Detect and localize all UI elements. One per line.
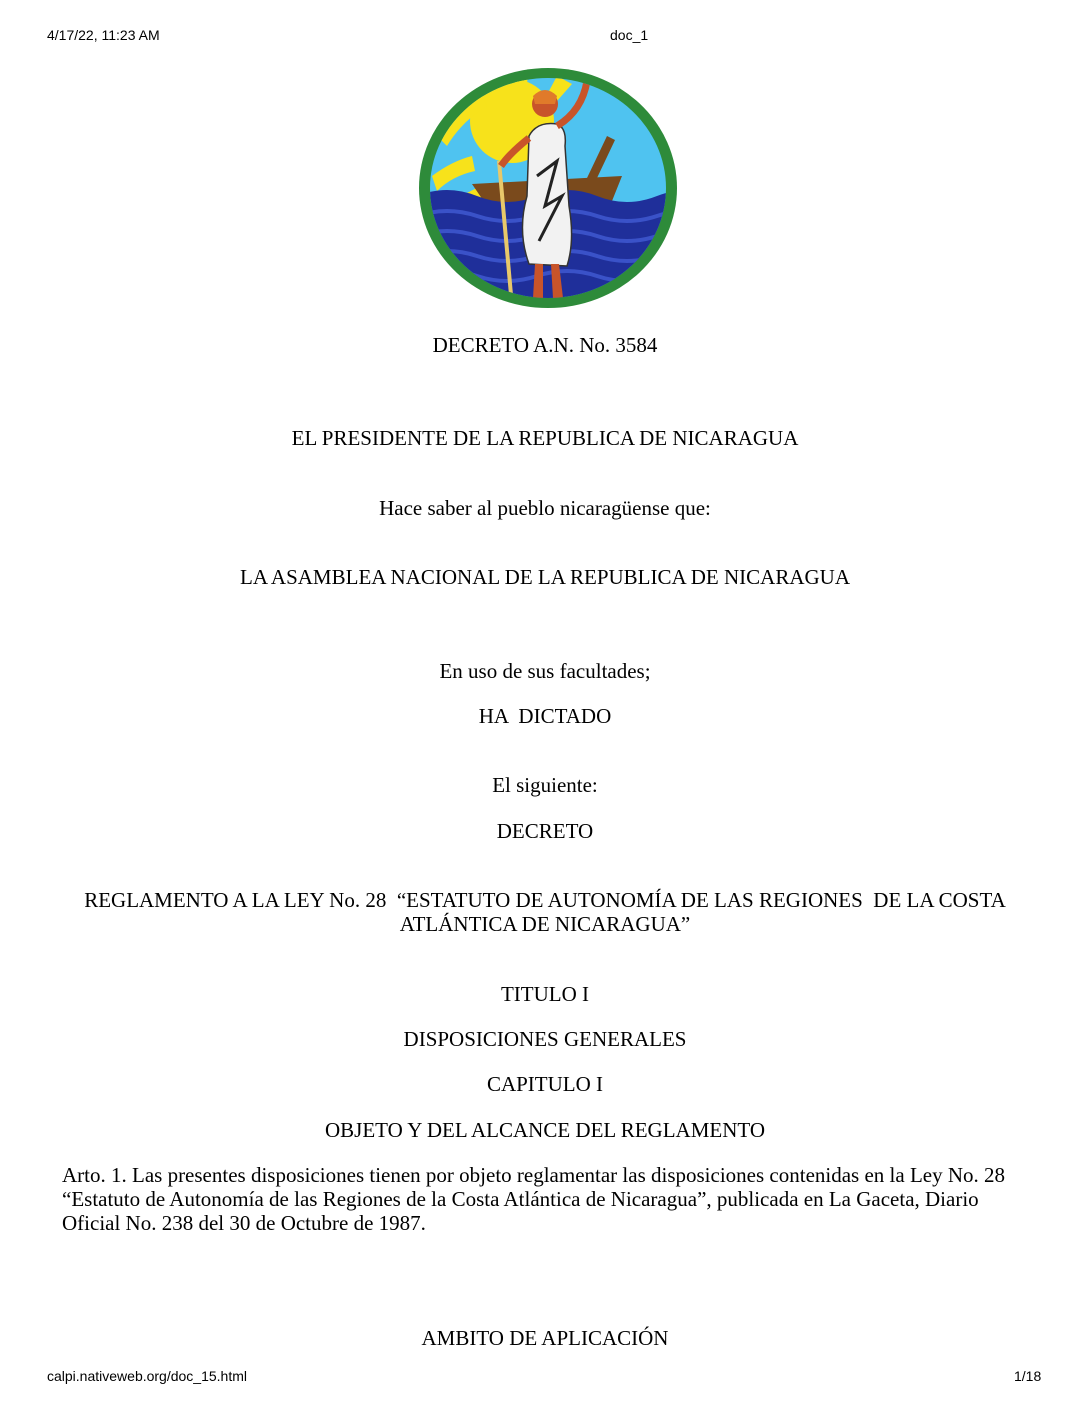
article-1-paragraph	[62, 1163, 1027, 1235]
coat-of-arms-emblem	[417, 66, 679, 310]
print-url: calpi.nativeweb.org/doc_15.html	[47, 1368, 248, 1384]
print-page-title: doc_1	[610, 27, 649, 43]
dictated-line: HA DICTADO	[478, 704, 612, 728]
following-line: El siguiente:	[492, 773, 598, 797]
decree-number: DECRETO A.N. No. 3584	[432, 333, 658, 357]
article-1-line-3: Oficial No. 238 del 30 de Octubre de 1987.	[62, 1211, 426, 1235]
chapter-number: CAPITULO I	[486, 1072, 604, 1096]
scope-heading: AMBITO DE APLICACIÓN	[421, 1326, 669, 1350]
regulation-title	[40, 888, 1050, 936]
decree-heading: DECRETO	[496, 819, 594, 843]
president-heading: EL PRESIDENTE DE LA REPUBLICA DE NICARAGUA	[291, 426, 799, 450]
title-name: DISPOSICIONES GENERALES	[403, 1027, 687, 1051]
regulation-title-line-1: REGLAMENTO A LA LEY No. 28 “ESTATUTO DE AUTONOMÍA DE LAS REGIONES DE LA COSTA	[84, 888, 1006, 912]
regulation-title-line-2: ATLÁNTICA DE NICARAGUA”	[399, 912, 691, 936]
chapter-name: OBJETO Y DEL ALCANCE DEL REGLAMENTO	[324, 1118, 765, 1142]
faculties-line: En uso de sus facultades;	[439, 659, 651, 683]
title-number: TITULO I	[500, 982, 590, 1006]
notice-line: Hace saber al pueblo nicaragüense que:	[379, 496, 711, 520]
print-page-number: 1/18	[1014, 1368, 1042, 1384]
article-1-line-1: Arto. 1. Las presentes disposiciones tienen por objeto reglamentar las disposiciones contenidas en la Ley No. 28	[62, 1163, 1006, 1187]
article-1-line-2: “Estatuto de Autonomía de las Regiones de la Costa Atlántica de Nicaragua”, publicada en La Gaceta, Diario	[62, 1187, 979, 1211]
print-datetime: 4/17/22, 11:23 AM	[47, 27, 160, 43]
assembly-heading: LA ASAMBLEA NACIONAL DE LA REPUBLICA DE NICARAGUA	[240, 565, 850, 589]
